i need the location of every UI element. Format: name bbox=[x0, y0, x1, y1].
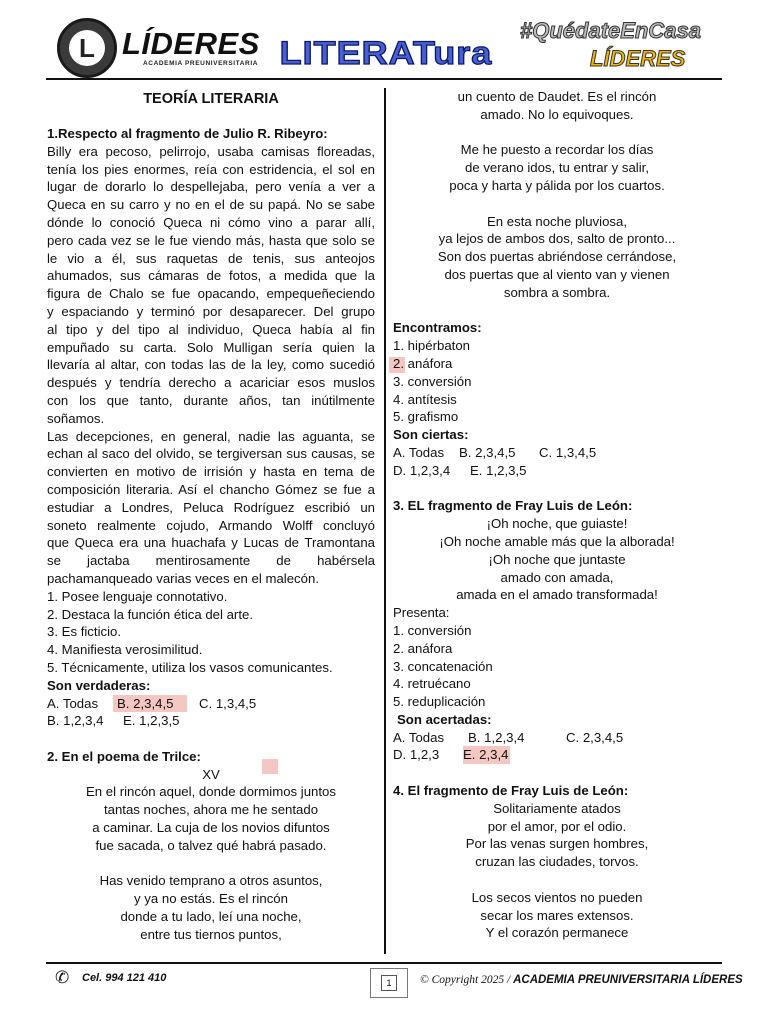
paragraph-line: Las decepciones, en general, nadie las aguanta, se bbox=[47, 428, 375, 444]
poem-line: poca y harta y pálida por los cuartos. bbox=[449, 177, 665, 193]
left-column bbox=[47, 88, 375, 944]
paragraph-line: al tipo y del tipo al individuo, Queca había al fin bbox=[47, 321, 375, 337]
question-3-options-row-2 bbox=[393, 746, 721, 764]
poem-line: amado con amada, bbox=[500, 569, 614, 585]
page-header bbox=[0, 0, 768, 82]
paragraph-line: ahumados, sus cámaras de fotos, a medida que la bbox=[47, 268, 375, 284]
option-a: A. Todas bbox=[393, 444, 445, 460]
logo-letter: L bbox=[69, 30, 105, 66]
poem-line: Y el corazón permanece bbox=[485, 925, 629, 941]
paragraph-line: composición literaria. Así el chancho Gómez se fue a bbox=[47, 481, 375, 497]
list-item: 4. antítesis bbox=[393, 391, 457, 407]
poem-line: donde a tu lado, leí una noche, bbox=[120, 909, 302, 925]
poem-stanza-4 bbox=[393, 213, 721, 302]
paragraph-line: figura de Chalo se fue opacando, empequeñeciendo bbox=[47, 286, 375, 302]
paragraph-line: llevaría al altar, con todas las de la ley, como sucedió bbox=[47, 357, 375, 373]
option-a: A. Todas bbox=[47, 695, 99, 711]
poem-line: un cuento de Daudet. Es el rincón bbox=[457, 89, 657, 104]
option-a: A. Todas bbox=[393, 729, 445, 745]
question-2-options-row-2 bbox=[393, 462, 721, 480]
option-b-2: B. 1,2,3,4 bbox=[47, 713, 104, 729]
list-item: 2. anáfora bbox=[393, 640, 453, 656]
question-3-heading: 3. EL fragmento de Fray Luis de León: bbox=[393, 498, 633, 514]
list-item: 2. anáfora bbox=[393, 355, 453, 371]
paragraph-line: dónde lo conoció Queca ni cómo vino a parar allí, bbox=[47, 214, 375, 230]
list-item: 1. Posee lenguaje connotativo. bbox=[47, 588, 228, 604]
poem-line: amado. No lo equivoques. bbox=[480, 106, 634, 122]
footer-divider bbox=[46, 962, 722, 964]
subject-title: LITERATura bbox=[279, 34, 493, 71]
paragraph-line: le vio a él, sus raquetas de tenis, sus anteojos bbox=[47, 250, 375, 266]
poem-line: Has venido temprano a otros asuntos, bbox=[99, 873, 323, 889]
paragraph-line: estudiar a Londres, Peluca Rodríguez escribió un bbox=[47, 499, 375, 515]
question-2-prompt: Encontramos: bbox=[393, 320, 482, 336]
logo-name: LÍDERES bbox=[122, 26, 260, 61]
poem-line: Los secos vientos no pueden bbox=[471, 889, 643, 905]
option-e-highlighted: E. 2,3,4 bbox=[463, 747, 509, 763]
poem-line: Por las venas surgen hombres, bbox=[465, 836, 649, 852]
paragraph-line: después y tendría derecho a acariciar esos muslos bbox=[47, 375, 375, 391]
question-4-stanza-2 bbox=[393, 889, 721, 942]
question-2-heading: 2. En el poema de Trilce: bbox=[47, 748, 201, 764]
paragraph-line: Queca en su carro y no en el de su papá. No se sabe bbox=[47, 197, 375, 213]
option-b: B. 2,3,4,5 bbox=[459, 444, 516, 460]
question-1-text bbox=[47, 143, 375, 410]
paragraph-line: pero cada vez se le fue viendo más, hasta que solo se bbox=[47, 232, 375, 248]
page-number: 1 bbox=[381, 975, 397, 991]
paragraph-line: empuñado su carta. Solo Mulligan sería quien la bbox=[47, 339, 375, 355]
poem-stanza-2 bbox=[47, 872, 375, 943]
poem-line: En esta noche pluviosa, bbox=[486, 213, 628, 229]
option-d: D. 1,2,3,4 bbox=[393, 462, 451, 478]
poem-numeral: XV bbox=[202, 766, 220, 782]
list-item: 3. conversión bbox=[393, 373, 472, 389]
paragraph-line: Billy era pecoso, pelirrojo, usaba camisas floreadas, bbox=[47, 143, 375, 159]
poem-stanza-1 bbox=[47, 783, 375, 854]
list-item: 4. Manifiesta verosimilitud. bbox=[47, 642, 203, 658]
question-3-prompt-2: Son acertadas: bbox=[397, 711, 492, 727]
list-item: 5. Técnicamente, utiliza los vasos comunicantes. bbox=[47, 659, 333, 675]
paragraph-line: y espaciando y terminó por desaparecer. Del grupo bbox=[47, 303, 375, 319]
list-item: 3. Es ficticio. bbox=[47, 624, 122, 640]
phone-number: Cel. 994 121 410 bbox=[82, 972, 167, 984]
page-number-box bbox=[370, 968, 408, 998]
paragraph-line: que Queca era una huachafa y Lucas de Tramontana bbox=[47, 535, 375, 551]
question-4-stanza-1 bbox=[393, 800, 721, 871]
paragraph-line: lugar de dorarlo lo despellejaba, pero venía a ver a bbox=[47, 179, 375, 195]
poem-line: secar los mares extensos. bbox=[480, 907, 634, 923]
option-c: C. 1,3,4,5 bbox=[199, 695, 257, 711]
poem-line: entre tus tiernos puntos, bbox=[140, 926, 282, 942]
poem-line: de verano idos, tu entrar y salir, bbox=[465, 160, 649, 176]
question-1-heading: 1.Respecto al fragmento de Julio R. Ribeyro: bbox=[47, 126, 328, 141]
question-1-options-row-2 bbox=[47, 712, 375, 730]
question-1-text-end: soñamos. bbox=[47, 410, 105, 426]
poem-line: cruzan las ciudades, torvos. bbox=[475, 854, 639, 870]
paragraph-line: con los que tanto, durante años, tan inútilmente bbox=[47, 392, 375, 408]
question-2-options-row-1 bbox=[393, 444, 721, 462]
option-c: C. 2,3,4,5 bbox=[566, 729, 624, 745]
question-2-prompt-2: Son ciertas: bbox=[393, 427, 469, 443]
copyright bbox=[420, 974, 743, 986]
list-item: 2. Destaca la función ética del arte. bbox=[47, 606, 253, 622]
poem-line: ¡Oh noche, que guiaste! bbox=[486, 516, 628, 532]
option-c: C. 1,3,4,5 bbox=[539, 444, 597, 460]
question-3-items bbox=[393, 622, 721, 711]
option-e: E. 1,2,3,5 bbox=[123, 713, 180, 729]
paragraph-line: convierten en motivo de irrisión y hasta en tema de bbox=[47, 464, 375, 480]
paragraph-line: tenía los pies enormes, reía con estridencia, el sol en bbox=[47, 161, 375, 177]
list-item: 4. retruécano bbox=[393, 676, 471, 692]
option-e: E. 1,2,3,5 bbox=[470, 462, 527, 478]
academy-name: ACADEMIA PREUNIVERSITARIA LÍDERES bbox=[513, 974, 743, 986]
poem-stanza-2-continued bbox=[393, 88, 721, 124]
brand-tag: LÍDERES bbox=[590, 46, 686, 71]
option-b: B. 1,2,3,4 bbox=[468, 729, 525, 745]
poem-line: y ya no estás. Es el rincón bbox=[134, 891, 288, 907]
phone-icon: ✆ bbox=[55, 968, 70, 987]
question-1-options-row-1 bbox=[47, 695, 375, 713]
poem-line: Me he puesto a recordar los días bbox=[460, 142, 654, 158]
poem-line: amada en el amado transformada! bbox=[456, 587, 658, 603]
question-3-prompt: Presenta: bbox=[393, 605, 450, 621]
poem-line: fue sacada, o talvez qué habrá pasado. bbox=[95, 837, 327, 853]
poem-line: tantas noches, ahora me he sentado bbox=[103, 802, 319, 818]
poem-line: ya lejos de ambos dos, salto de pronto... bbox=[438, 231, 676, 247]
paragraph-line: se jactaba mentirosamente de habérsela bbox=[47, 553, 375, 569]
logo-subtitle: ACADEMIA PREUNIVERSITARIA bbox=[143, 60, 259, 67]
poem-line: sombra a sombra. bbox=[503, 284, 611, 300]
poem-line: dos puertas que al viento van y vienen bbox=[444, 266, 670, 282]
list-item: 5. grafismo bbox=[393, 409, 459, 425]
list-item: 1. hipérbaton bbox=[393, 338, 470, 354]
question-2-items bbox=[393, 337, 721, 426]
question-3-verses bbox=[393, 515, 721, 604]
paragraph-line: echan al saco del olvido, se tergiversan sus causas, se bbox=[47, 446, 375, 462]
right-column bbox=[393, 88, 721, 942]
column-divider bbox=[384, 88, 386, 954]
poem-line: Solitariamente atados bbox=[493, 800, 621, 816]
poem-line: En el rincón aquel, donde dormimos juntos bbox=[86, 784, 336, 800]
paragraph-line: soneto realmente cojudo, Armando Wolff concluyó bbox=[47, 517, 375, 533]
question-1-text-2 bbox=[47, 428, 375, 570]
section-title: TEORÍA LITERARIA bbox=[143, 91, 279, 107]
poem-line: ¡Oh noche amable más que la alborada! bbox=[439, 533, 675, 549]
option-b-highlighted: B. 2,3,4,5 bbox=[113, 695, 187, 713]
question-4-heading: 4. El fragmento de Fray Luis de León: bbox=[393, 783, 629, 799]
question-1-text-2-end: pachamanqueado varias veces en el malecón. bbox=[47, 570, 319, 586]
logo-emblem-icon bbox=[57, 18, 117, 78]
poem-line: ¡Oh noche que juntaste bbox=[488, 551, 626, 567]
poem-line: Son dos puertas abriéndose cerrándose, bbox=[437, 249, 677, 265]
hashtag: #QuédateEnCasa bbox=[520, 18, 701, 43]
copyright-text: © Copyright 2025 / bbox=[420, 974, 511, 986]
poem-stanza-3 bbox=[393, 141, 721, 194]
poem-line: a caminar. La cuja de los novios difuntos bbox=[92, 820, 330, 836]
option-d: D. 1,2,3 bbox=[393, 747, 440, 763]
list-item: 5. reduplicación bbox=[393, 694, 486, 710]
question-1-prompt: Son verdaderas: bbox=[47, 677, 151, 693]
poem-line: por el amor, por el odio. bbox=[487, 818, 627, 834]
question-3-options-row-1 bbox=[393, 729, 721, 747]
header-divider bbox=[46, 78, 722, 80]
list-item: 3. concatenación bbox=[393, 658, 493, 674]
question-1-items bbox=[47, 588, 375, 677]
list-item: 1. conversión bbox=[393, 622, 472, 638]
